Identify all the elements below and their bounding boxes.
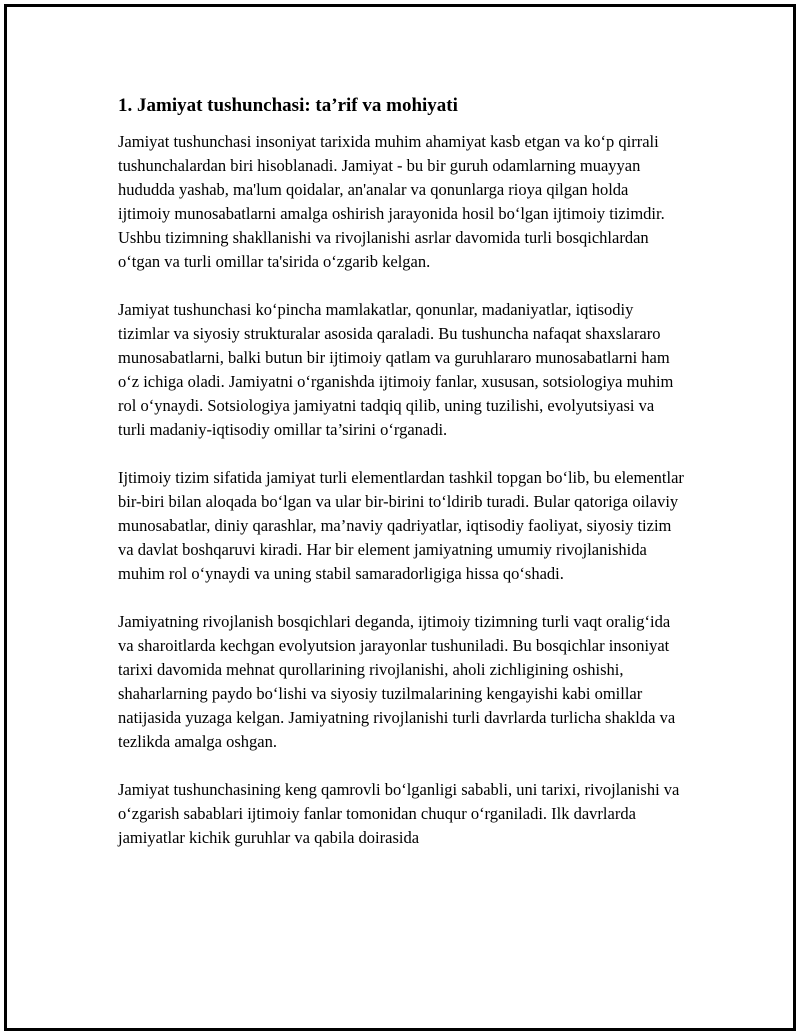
paragraph-4: Jamiyatning rivojlanish bosqichlari deganda, ijtimoiy tizimning turli vaqt oralig‘ida va sharoitlarda kechgan evolyutsion jarayonlar tushuniladi. Bu bosqichlar insoniyat tarixi davomida mehnat qurollarining rivojlanishi, aholi zichligining oshishi, shaharlarning paydo bo‘lishi va siyosiy tuzilmalarining kengayishi kabi omillar natijasida yuzaga kelgan. Jamiyatning rivojlanishi turli davrlarda turlicha shaklda va tezlikda amalga oshgan. <box>118 612 676 751</box>
section-heading: 1. Jamiyat tushunchasi: ta’rif va mohiyati <box>118 95 458 116</box>
document-body <box>118 92 684 874</box>
paragraph-2: Jamiyat tushunchasi ko‘pincha mamlakatlar, qonunlar, madaniyatlar, iqtisodiy tizimlar va siyosiy strukturalar asosida qaraladi. Bu tushuncha nafaqat shaxslararo munosabatlarni, balki butun bir ijtimoiy qatlam va guruhlararo munosabatlarni ham o‘z ichiga oladi. Jamiyatni o‘rganishda ijtimoiy fanlar, xususan, sotsiologiya muhim rol o‘ynaydi. Sotsiologiya jamiyatni tadqiq qilib, uning tuzilishi, evolyutsiyasi va turli madaniy-iqtisodiy omillar ta’sirini o‘rganadi. <box>118 300 674 439</box>
paragraph-3: Ijtimoiy tizim sifatida jamiyat turli elementlardan tashkil topgan bo‘lib, bu elementlar bir-biri bilan aloqada bo‘lgan va ular bir-birini to‘ldirib turadi. Bular qatoriga oilaviy munosabatlar, diniy qarashlar, ma’naviy qadriyatlar, iqtisodiy faoliyat, siyosiy tizim va davlat boshqaruvi kiradi. Har bir element jamiyatning umumiy rivojlanishida muhim rol o‘ynaydi va uning stabil samaradorligiga hissa qo‘shadi. <box>118 468 684 583</box>
paragraph-5: Jamiyat tushunchasining keng qamrovli bo‘lganligi sababli, uni tarixi, rivojlanishi va o‘zgarish sabablari ijtimoiy fanlar tomonidan chuqur o‘rganiladi. Ilk davrlarda jamiyatlar kichik guruhlar va qabila doirasida <box>118 780 680 847</box>
paragraph-1: Jamiyat tushunchasi insoniyat tarixida muhim ahamiyat kasb etgan va ko‘p qirrali tushunchalardan biri hisoblanadi. Jamiyat - bu bir guruh odamlarning muayyan hududda yashab, ma'lum qoidalar, an'analar va qonunlarga rioya qilgan holda ijtimoiy munosabatlarni amalga oshirish jarayonida hosil bo‘lgan ijtimoiy tizimdir. Ushbu tizimning shakllanishi va rivojlanishi asrlar davomida turli bosqichlardan o‘tgan va turli omillar ta'sirida o‘zgarib kelgan. <box>118 132 665 271</box>
